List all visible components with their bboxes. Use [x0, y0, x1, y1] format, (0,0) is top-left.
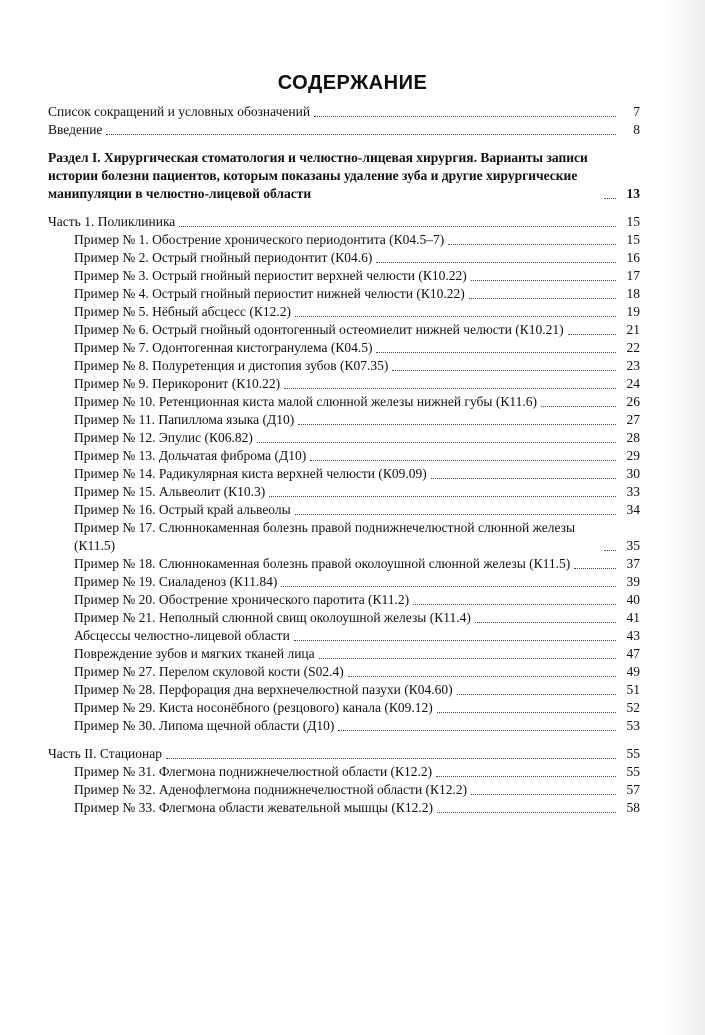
toc-entry-text: Введение [48, 122, 103, 137]
page-title: СОДЕРЖАНИЕ [277, 72, 428, 94]
toc-entry-page: 7 [633, 104, 640, 119]
toc-entry [48, 249, 640, 267]
toc-entry-page: 28 [626, 430, 640, 445]
toc-entry-page: 27 [626, 412, 640, 427]
toc-entry-text: Пример № 32. Аденофлегмона поднижнечелюстной области (К12.2) [74, 782, 468, 797]
toc-entry [48, 483, 640, 501]
leader-dots [437, 812, 616, 813]
toc-entry-page: 21 [626, 322, 640, 337]
toc-entry-text: Повреждение зубов и мягких тканей лица [74, 646, 315, 661]
toc-entry-text: Пример № 15. Альвеолит (К10.3) [74, 484, 266, 499]
toc-entry-text: Пример № 31. Флегмона поднижнечелюстной области (К12.2) [74, 764, 433, 779]
leader-dots [338, 730, 616, 731]
toc-entry-page: 30 [626, 466, 640, 481]
toc-entry-page: 23 [626, 358, 640, 373]
toc-entry-text: Пример № 5. Нёбный абсцесс (К12.2) [74, 304, 292, 319]
toc-entry-text: Пример № 18. Слюннокаменная болезнь правой околоушной слюнной железы (К11.5) [74, 556, 571, 571]
toc-entry-page: 16 [626, 250, 640, 265]
toc-entry-text: Пример № 8. Полуретенция и дистопия зубов (К07.35) [74, 358, 389, 373]
leader-dots [284, 388, 616, 389]
toc-entry-text: Пример № 7. Одонтогенная кистогранулема (К04.5) [74, 340, 373, 355]
toc-entry-text: Пример № 27. Перелом скуловой кости (S02.4) [74, 664, 344, 679]
toc-entry-page: 15 [626, 232, 640, 247]
toc-entry-text: Пример № 10. Ретенционная киста малой слюнной железы нижней губы (К11.6) [74, 394, 537, 409]
toc-entry-text: Абсцессы челюстно-лицевой области [74, 628, 290, 643]
leader-dots [295, 514, 616, 515]
toc-entry-text: Пример № 12. Эпулис (К06.82) [74, 430, 253, 445]
toc-entry [48, 103, 640, 121]
leader-dots [436, 776, 616, 777]
toc-entry-page: 29 [626, 448, 640, 463]
toc-entry-page: 40 [626, 592, 640, 607]
toc-entry-text: Часть 1. Поликлиника [48, 214, 176, 229]
leader-dots [348, 676, 616, 677]
leader-dots [431, 478, 616, 479]
toc-entry-text: Пример № 29. Киста носонёбного (резцового) канала (К09.12) [74, 700, 433, 715]
toc-entry [48, 231, 640, 249]
toc-entry-page: 24 [626, 376, 640, 391]
toc-section-entry [48, 149, 640, 203]
leader-dots [604, 550, 616, 551]
toc-entry-page: 55 [626, 746, 640, 761]
leader-dots [314, 116, 616, 117]
toc-entry [48, 573, 640, 591]
toc-entry [48, 357, 640, 375]
toc-entry [48, 285, 640, 303]
toc-part-entry [48, 213, 640, 231]
leader-dots [166, 758, 616, 759]
toc-entry [48, 429, 640, 447]
leader-dots [269, 496, 616, 497]
toc-entry-text: Пример № 11. Папиллома языка (Д10) [74, 412, 295, 427]
toc-entry [48, 717, 640, 735]
toc-entry-page: 34 [626, 502, 640, 517]
toc-entry-page: 37 [626, 556, 640, 571]
toc-entry-page: 35 [626, 538, 640, 553]
toc-entry [48, 699, 640, 717]
toc-entry-page: 17 [626, 268, 640, 283]
toc-entry-page: 26 [626, 394, 640, 409]
leader-dots [471, 280, 616, 281]
toc-entry [48, 663, 640, 681]
leader-dots [471, 794, 616, 795]
leader-dots [281, 586, 616, 587]
table-of-contents [48, 103, 640, 817]
toc-entry-text: Список сокращений и условных обозначений [48, 104, 311, 119]
toc-entry-text: Пример № 4. Острый гнойный периостит нижней челюсти (К10.22) [74, 286, 465, 301]
toc-entry-page: 57 [626, 782, 640, 797]
toc-entry-text: Пример № 33. Флегмона области жевательной мышцы (К12.2) [74, 800, 433, 815]
leader-dots [310, 460, 616, 461]
toc-entry-page: 18 [626, 286, 640, 301]
leader-dots [568, 334, 616, 335]
leader-dots [106, 134, 616, 135]
leader-dots [457, 694, 616, 695]
toc-entry-text: Пример № 20. Обострение хронического паротита (К11.2) [74, 592, 410, 607]
toc-entry [48, 763, 640, 781]
leader-dots [376, 262, 616, 263]
toc-entry [48, 375, 640, 393]
toc-entry-page: 19 [626, 304, 640, 319]
leader-dots [469, 298, 616, 299]
leader-dots [392, 370, 616, 371]
toc-entry-page: 58 [626, 800, 640, 815]
toc-entry [48, 781, 640, 799]
toc-entry-page: 52 [626, 700, 640, 715]
toc-entry [48, 447, 640, 465]
toc-entry-text: Пример № 14. Радикулярная киста верхней челюсти (К09.09) [74, 466, 427, 481]
leader-dots [319, 658, 616, 659]
leader-dots [295, 316, 616, 317]
leader-dots [294, 640, 616, 641]
toc-part-entry [48, 745, 640, 763]
toc-entry [48, 339, 640, 357]
toc-entry-page: 22 [626, 340, 640, 355]
leader-dots [298, 424, 616, 425]
toc-entry-text: Пример № 19. Сиаладеноз (К11.84) [74, 574, 278, 589]
toc-entry-page: 43 [626, 628, 640, 643]
toc-entry [48, 591, 640, 609]
toc-entry-page: 55 [626, 764, 640, 779]
toc-entry-page: 33 [626, 484, 640, 499]
toc-entry [48, 393, 640, 411]
toc-entry-page: 47 [626, 646, 640, 661]
toc-entry [48, 627, 640, 645]
toc-entry-text: Часть II. Стационар [48, 746, 162, 761]
toc-entry [48, 321, 640, 339]
toc-entry-text: Пример № 28. Перфорация дна верхнечелюстной пазухи (К04.60) [74, 682, 453, 697]
leader-dots [448, 244, 616, 245]
toc-entry [48, 519, 640, 555]
toc-entry-page: 49 [626, 664, 640, 679]
toc-entry-text: Пример № 2. Острый гнойный периодонтит (К04.6) [74, 250, 373, 265]
toc-entry-page: 8 [633, 122, 640, 137]
toc-entry [48, 267, 640, 285]
toc-entry [48, 645, 640, 663]
leader-dots [376, 352, 616, 353]
toc-entry-text: Пример № 30. Липома щечной области (Д10) [74, 718, 335, 733]
toc-entry-page: 39 [626, 574, 640, 589]
toc-entry-text: Пример № 21. Неполный слюнной свищ околоушной железы (К11.4) [74, 610, 471, 625]
toc-entry [48, 411, 640, 429]
toc-entry [48, 799, 640, 817]
toc-entry-page: 53 [626, 718, 640, 733]
toc-entry-page: 51 [626, 682, 640, 697]
toc-entry-page: 41 [626, 610, 640, 625]
toc-entry-text: Пример № 17. Слюннокаменная болезнь правой поднижнечелюстной слюнной железы (К11.5) [74, 520, 576, 553]
leader-dots [413, 604, 616, 605]
leader-dots [257, 442, 616, 443]
toc-entry [48, 501, 640, 519]
toc-entry [48, 555, 640, 573]
toc-entry [48, 609, 640, 627]
toc-entry [48, 121, 640, 139]
toc-entry-text: Пример № 6. Острый гнойный одонтогенный остеомиелит нижней челюсти (К10.21) [74, 322, 564, 337]
leader-dots [604, 198, 616, 199]
toc-entry [48, 465, 640, 483]
toc-entry-text: Пример № 13. Дольчатая фиброма (Д10) [74, 448, 307, 463]
toc-entry-text: Пример № 3. Острый гнойный периостит верхней челюсти (К10.22) [74, 268, 467, 283]
leader-dots [475, 622, 616, 623]
leader-dots [437, 712, 616, 713]
leader-dots [574, 568, 616, 569]
toc-entry-page: 15 [626, 214, 640, 229]
toc-entry-text: Пример № 9. Перикоронит (К10.22) [74, 376, 281, 391]
leader-dots [179, 226, 616, 227]
toc-entry-text: Пример № 16. Острый край альвеолы [74, 502, 291, 517]
toc-entry [48, 681, 640, 699]
toc-entry-text: Пример № 1. Обострение хронического периодонтита (К04.5–7) [74, 232, 445, 247]
leader-dots [541, 406, 616, 407]
toc-entry-page: 13 [626, 186, 640, 201]
toc-entry [48, 303, 640, 321]
toc-entry-text: Раздел I. Хирургическая стоматология и челюстно-лицевая хирургия. Варианты записи истории болезни пациентов, которым показаны удаление зуба и другие хирургические манипуляции в челюстно-лицевой области [48, 150, 588, 201]
